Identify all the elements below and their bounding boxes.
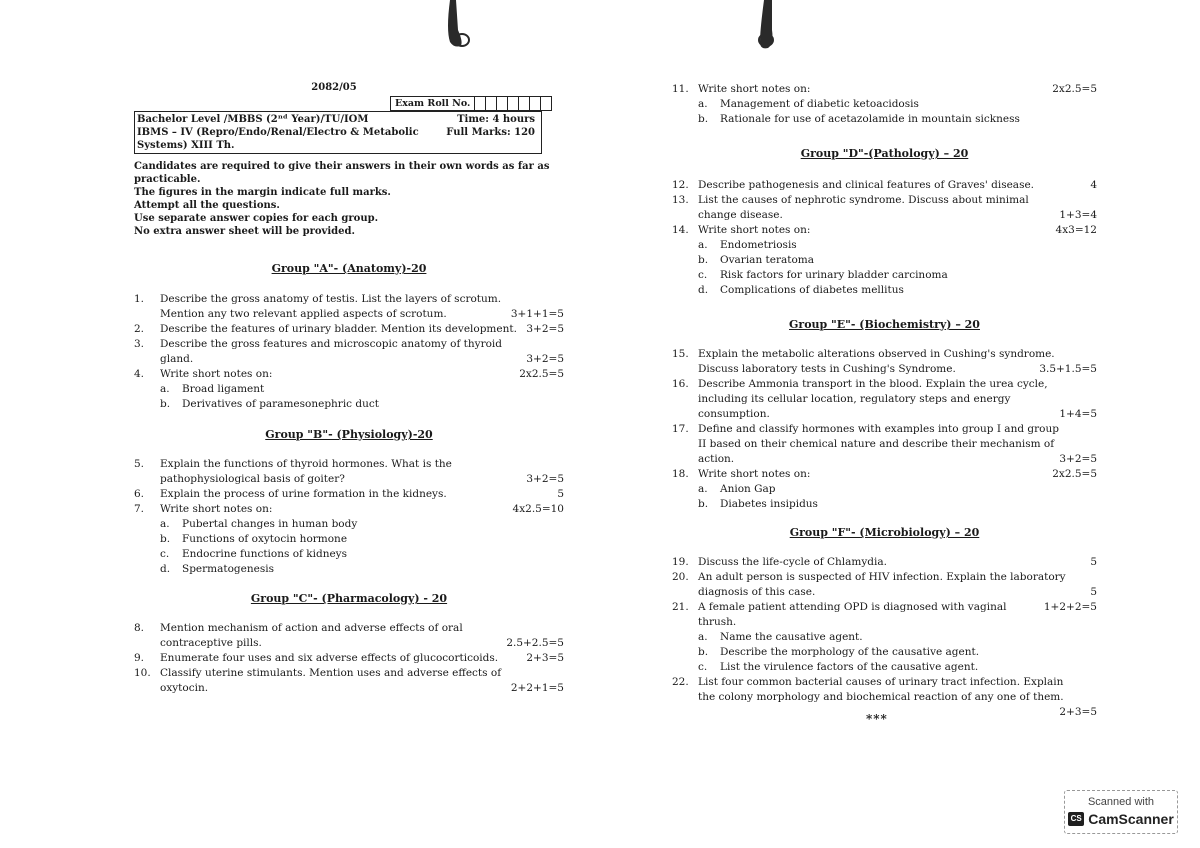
- marks: 2+3=5: [1059, 706, 1097, 718]
- exam-time: Time: 4 hours: [457, 114, 535, 125]
- badge-brand: CamScanner: [1088, 811, 1174, 827]
- left-column: [134, 80, 564, 694]
- group-b-title: Group "B"- (Physiology)-20: [265, 428, 433, 441]
- camscanner-badge: [1064, 790, 1178, 834]
- header-line3-left: Systems) XIII Th.: [137, 140, 235, 151]
- question-11: 11. Write short notes on: 2x2.5=5: [672, 83, 1097, 95]
- group-c-title: Group "C"- (Pharmacology) - 20: [250, 592, 448, 605]
- instructions: [134, 160, 564, 238]
- camscanner-logo-icon: CS: [1068, 812, 1084, 826]
- instruction-line: practicable.: [134, 174, 201, 185]
- question-13: 13. List the causes of nephrotic syndrome. Discuss about minimal change disease. 1+3=4: [672, 194, 1097, 221]
- instruction-line: Candidates are required to give their answers in their own words as far as: [134, 161, 550, 172]
- sub-question: b. Derivatives of paramesonephric duct: [160, 398, 379, 410]
- marks: 3+2=5: [526, 473, 564, 485]
- question-21: 21. A female patient attending OPD is diagnosed with vaginal thrush. 1+2+2=5: [672, 601, 1097, 628]
- question-14: 14. Write short notes on: 4x3=12: [672, 224, 1097, 236]
- marks: 3+2=5: [526, 323, 564, 335]
- instruction-line: Attempt all the questions.: [134, 200, 280, 211]
- question-1: 1. Describe the gross anatomy of testis. List the layers of scrotum. Mention any two relevant applied aspects of scrotum. 3+1+1=5: [134, 293, 564, 320]
- sub-question: a. Management of diabetic ketoacidosis: [698, 98, 919, 110]
- marks: 3+2=5: [1059, 453, 1097, 465]
- sub-question: a. Anion Gap: [698, 483, 776, 495]
- sub-question: a. Broad ligament: [160, 383, 265, 395]
- marks: 2+2+1=5: [510, 682, 564, 694]
- end-of-paper-mark: ***: [866, 712, 888, 726]
- instruction-line: No extra answer sheet will be provided.: [134, 226, 355, 237]
- question-10: 10. Classify uterine stimulants. Mention uses and adverse effects of oxytocin. 2+2+1=5: [134, 667, 564, 694]
- marks: 1+4=5: [1059, 408, 1097, 420]
- exam-header-box: [134, 111, 542, 154]
- marks: 4x3=12: [1055, 224, 1097, 236]
- question-9: 9. Enumerate four uses and six adverse effects of glucocorticoids. 2+3=5: [134, 652, 564, 664]
- marks: 3+1+1=5: [510, 308, 564, 320]
- instruction-line: The figures in the margin indicate full marks.: [134, 187, 391, 198]
- badge-caption: Scanned with: [1087, 796, 1155, 808]
- question-16: 16. Describe Ammonia transport in the blood. Explain the urea cycle, including its cellular location, regulatory steps and energy consumption. 1+4=5: [672, 378, 1097, 420]
- marks: 2x2.5=5: [519, 368, 564, 380]
- question-12: 12. Describe pathogenesis and clinical features of Graves' disease. 4: [672, 179, 1097, 191]
- full-marks: Full Marks: 120: [446, 127, 535, 138]
- question-17: 17. Define and classify hormones with examples into group I and group II based on their chemical nature and describe their mechanism of action. 3+2=5: [672, 423, 1097, 465]
- group-a-title: Group "A"- (Anatomy)-20: [271, 262, 427, 275]
- sub-question: c. List the virulence factors of the causative agent.: [698, 661, 979, 673]
- exam-code: 2082/05: [311, 82, 357, 93]
- sub-question: b. Functions of oxytocin hormone: [160, 533, 348, 545]
- question-6: 6. Explain the process of urine formation in the kidneys. 5: [134, 488, 564, 500]
- marks: 1+2+2=5: [1043, 601, 1097, 613]
- exam-roll-label: Exam Roll No.: [390, 96, 475, 111]
- sub-question: a. Pubertal changes in human body: [160, 518, 358, 530]
- marks: 5: [1090, 556, 1097, 568]
- exam-roll-number-box: [390, 96, 552, 110]
- header-line2-left: IBMS – IV (Repro/Endo/Renal/Electro & Metabolic: [137, 127, 419, 138]
- marks: 1+3=4: [1059, 209, 1097, 221]
- marks: 4x2.5=10: [512, 503, 564, 515]
- group-f-title: Group "F"- (Microbiology) – 20: [789, 526, 980, 539]
- question-19: 19. Discuss the life-cycle of Chlamydia. 5: [672, 556, 1097, 568]
- binder-clip-left: [440, 0, 480, 52]
- group-d-title: Group "D"-(Pathology) – 20: [800, 147, 969, 160]
- sub-question: b. Ovarian teratoma: [698, 254, 815, 266]
- sub-question: b. Describe the morphology of the causative agent.: [698, 646, 980, 658]
- sub-question: a. Name the causative agent.: [698, 631, 863, 643]
- marks: 2+3=5: [526, 652, 564, 664]
- question-18: 18. Write short notes on: 2x2.5=5: [672, 468, 1097, 480]
- marks: 2x2.5=5: [1052, 83, 1097, 95]
- group-e-title: Group "E"- (Biochemistry) – 20: [789, 318, 980, 331]
- sub-question: d. Complications of diabetes mellitus: [698, 284, 904, 296]
- question-7: 7. Write short notes on: 4x2.5=10: [134, 503, 564, 515]
- header-line1-left: Bachelor Level /MBBS (2ⁿᵈ Year)/TU/IOM: [137, 114, 369, 125]
- marks: 3+2=5: [526, 353, 564, 365]
- question-15: 15. Explain the metabolic alterations observed in Cushing's syndrome. Discuss laboratory tests in Cushing's Syndrome. 3.5+1.5=5: [672, 348, 1097, 375]
- marks: 3.5+1.5=5: [1039, 363, 1097, 375]
- sub-question: c. Endocrine functions of kidneys: [160, 548, 348, 560]
- marks: 4: [1090, 179, 1097, 191]
- sub-question: c. Risk factors for urinary bladder carcinoma: [698, 269, 948, 281]
- marks: 2.5+2.5=5: [506, 637, 564, 649]
- sub-question: b. Diabetes insipidus: [698, 498, 818, 510]
- sub-question: b. Rationale for use of acetazolamide in mountain sickness: [698, 113, 1020, 125]
- sub-question: d. Spermatogenesis: [160, 563, 274, 575]
- question-2: 2. Describe the features of urinary bladder. Mention its development. 3+2=5: [134, 323, 564, 335]
- marks: 5: [1090, 586, 1097, 598]
- marks: 5: [557, 488, 564, 500]
- question-3: 3. Describe the gross features and microscopic anatomy of thyroid gland. 3+2=5: [134, 338, 564, 365]
- sub-question: a. Endometriosis: [698, 239, 797, 251]
- marks: 2x2.5=5: [1052, 468, 1097, 480]
- question-4: 4. Write short notes on: 2x2.5=5: [134, 368, 564, 380]
- binder-clip-right: [750, 0, 790, 52]
- question-20: 20. An adult person is suspected of HIV infection. Explain the laboratory diagnosis of this case. 5: [672, 571, 1097, 598]
- instruction-line: Use separate answer copies for each group.: [134, 213, 379, 224]
- question-22: 22. List four common bacterial causes of urinary tract infection. Explain the colony morphology and biochemical reaction of any one of them. 2+3=5: [672, 676, 1097, 718]
- question-5: 5. Explain the functions of thyroid hormones. What is the pathophysiological basis of goiter? 3+2=5: [134, 458, 564, 485]
- question-8: 8. Mention mechanism of action and adverse effects of oral contraceptive pills. 2.5+2.5=5: [134, 622, 564, 649]
